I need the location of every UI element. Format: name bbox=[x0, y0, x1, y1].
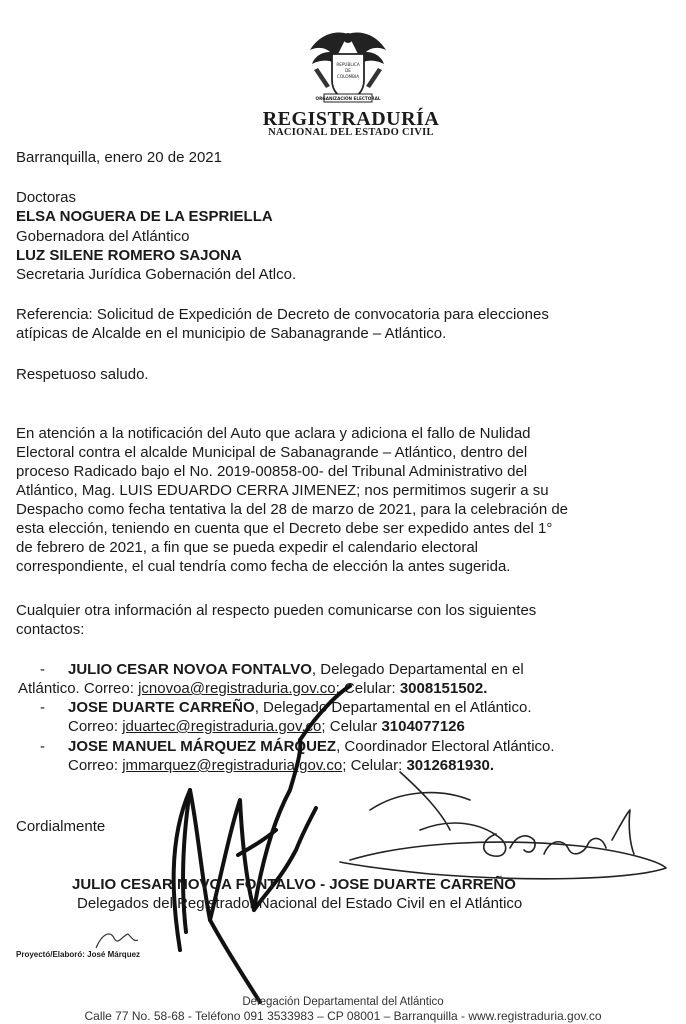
contacts-intro-line: Cualquier otra información al respecto pueden comunicarse con los siguientes bbox=[16, 602, 537, 619]
contact-item bbox=[68, 698, 646, 736]
body-line: de febrero de 2021, a fin que se pueda expedir el calendario electoral bbox=[16, 539, 478, 556]
contact-place: Correo: bbox=[68, 757, 123, 774]
body-line: En atención a la notificación del Auto que aclara y adiciona el fallo de Nulidad bbox=[16, 425, 531, 442]
contact-name: JULIO CESAR NOVOA FONTALVO bbox=[68, 661, 312, 678]
signers-role: Delegados del Registrador Nacional del Estado Civil en el Atlántico bbox=[77, 895, 523, 912]
body-line: Atlántico, Mag. LUIS EDUARDO CERRA JIMENEZ; nos permitimos sugerir a su bbox=[16, 482, 549, 499]
contact-email-link[interactable]: jmmarquez@registraduria.gov.co bbox=[122, 757, 343, 774]
recipient-2-name: LUZ SILENE ROMERO SAJONA bbox=[16, 247, 242, 264]
institution-subtitle: NACIONAL DEL ESTADO CIVIL bbox=[268, 127, 434, 138]
contact-item bbox=[18, 660, 646, 698]
footer-office: Delegación Departamental del Atlántico bbox=[242, 996, 444, 1008]
body-line: correspondiente, el cual tendría como fecha de elección la antes sugerida. bbox=[16, 558, 511, 575]
initials-signature bbox=[92, 928, 142, 952]
contact-phone-label: ; Celular: bbox=[335, 680, 400, 697]
contact-phone-label: ; Celular bbox=[321, 718, 382, 735]
reference-line-1: Referencia: Solicitud de Expedición de Decreto de convocatoria para elecciones bbox=[16, 306, 549, 323]
institution-title: REGISTRADURÍA bbox=[262, 108, 440, 130]
emblem-text-3: COLOMBIA bbox=[336, 74, 360, 79]
list-bullet: - bbox=[40, 661, 45, 678]
list-bullet: - bbox=[40, 699, 45, 716]
coat-of-arms-emblem bbox=[306, 28, 390, 108]
contact-place: Atlántico. Correo: bbox=[18, 680, 139, 697]
contact-email-link[interactable]: jduartec@registraduria.gov.co bbox=[122, 718, 322, 735]
body-line: Electoral contra el alcalde Municipal de Sabanagrande – Atlántico, dentro del bbox=[16, 444, 528, 461]
closing: Cordialmente bbox=[16, 818, 106, 835]
contact-name: JOSE DUARTE CARREÑO bbox=[68, 699, 255, 716]
contacts-intro-line: contactos: bbox=[16, 621, 85, 638]
contact-role: , Coordinador Electoral Atlántico. bbox=[336, 738, 555, 755]
handwritten-signature-2 bbox=[330, 770, 675, 890]
contact-phone: 3104077126 bbox=[381, 718, 465, 735]
prepared-by: Proyectó/Elaboró: José Márquez bbox=[16, 950, 141, 959]
signers-names: JULIO CESAR NOVOA FONTALVO - JOSE DUARTE CARREÑO bbox=[72, 876, 516, 893]
footer-address: Calle 77 No. 58-68 - Teléfono 091 3533983 – CP 08001 – Barranquilla - www.registraduria.gov.co bbox=[84, 1009, 602, 1023]
body-line: Despacho como fecha tentativa la del 28 de marzo de 2021, para la celebración de bbox=[16, 501, 569, 518]
contact-end: . bbox=[483, 680, 488, 697]
emblem-text-1: REPÚBLICA bbox=[336, 62, 360, 67]
emblem-text-4: ORGANIZACIÓN ELECTORAL bbox=[315, 96, 381, 101]
letter-date: Barranquilla, enero 20 de 2021 bbox=[16, 149, 222, 166]
contact-place: Correo: bbox=[68, 718, 123, 735]
greeting: Respetuoso saludo. bbox=[16, 366, 149, 383]
contact-phone-label: ; Celular: bbox=[342, 757, 407, 774]
list-bullet: - bbox=[40, 738, 45, 755]
recipient-1-name: ELSA NOGUERA DE LA ESPRIELLA bbox=[16, 208, 273, 225]
contacts-intro bbox=[16, 601, 646, 639]
salutation-title: Doctoras bbox=[16, 189, 77, 206]
recipient-2-role: Secretaria Jurídica Gobernación del Atlco. bbox=[16, 266, 297, 283]
contact-phone: 3012681930 bbox=[406, 757, 490, 774]
contact-role: , Delegado Departamental en el Atlántico. bbox=[254, 699, 532, 716]
contact-name: JOSE MANUEL MÁRQUEZ MÁRQUEZ bbox=[68, 738, 337, 755]
recipient-1-role: Gobernadora del Atlántico bbox=[16, 228, 190, 245]
reference-line-2: atípicas de Alcalde en el municipio de Sabanagrande – Atlántico. bbox=[16, 325, 447, 342]
body-line: proceso Radicado bajo el No. 2019-00858-00- del Tribunal Administrativo del bbox=[16, 463, 528, 480]
contact-item bbox=[68, 737, 646, 775]
body-paragraph bbox=[16, 424, 646, 576]
emblem-text-2: DE bbox=[345, 68, 351, 73]
contact-end: . bbox=[489, 757, 495, 774]
contact-phone: 3008151502 bbox=[399, 680, 484, 697]
contact-role: , Delegado Departamental en el bbox=[311, 661, 524, 678]
contact-email-link[interactable]: jcnovoa@registraduria.gov.co bbox=[138, 680, 336, 697]
body-line: esta elección, teniendo en cuenta que el Decreto debe ser expedido antes del 1° bbox=[16, 520, 553, 537]
